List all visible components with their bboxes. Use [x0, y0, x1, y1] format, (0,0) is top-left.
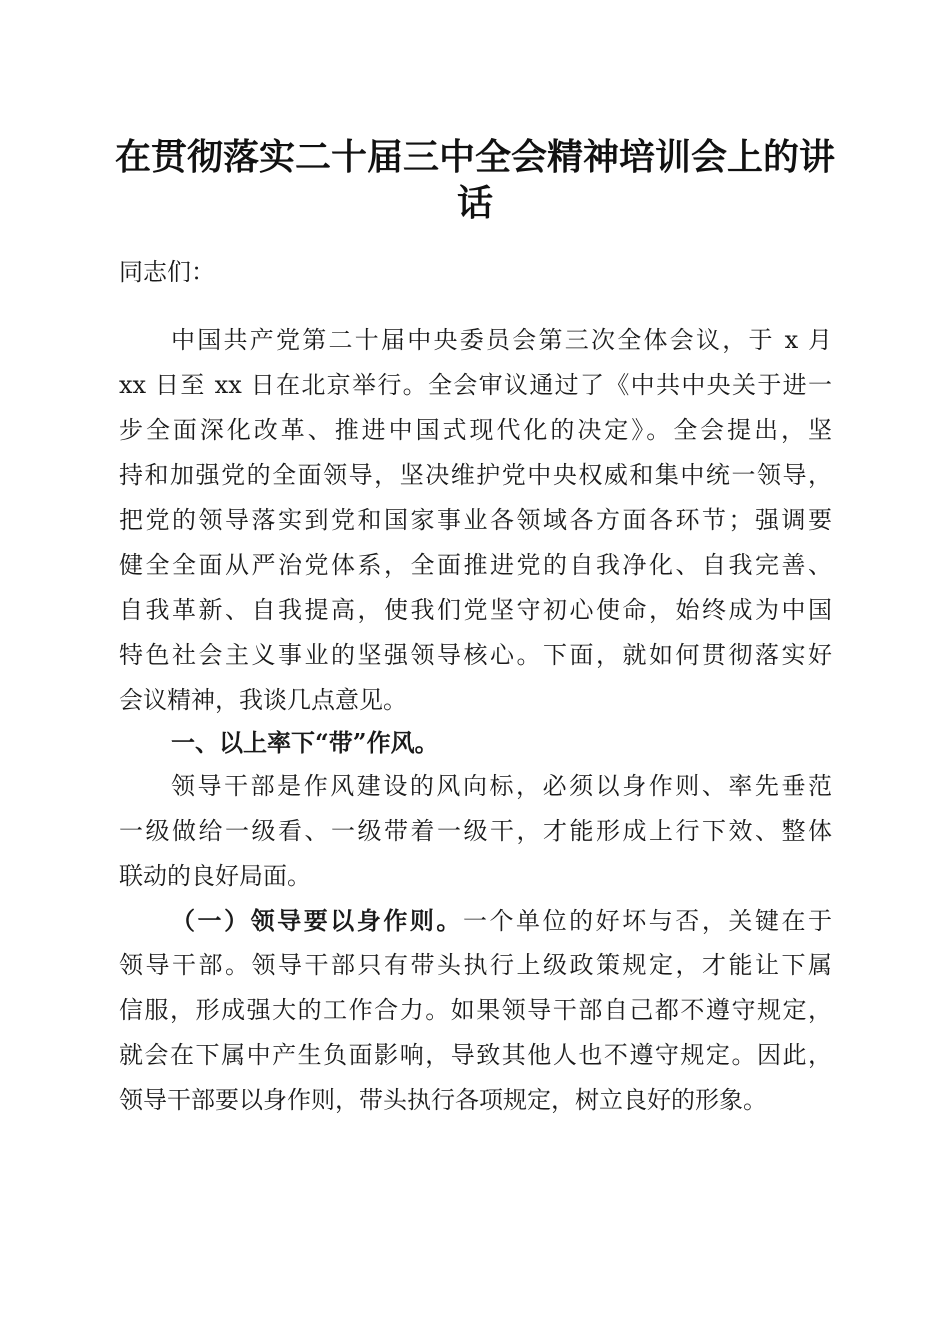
paragraph-line: xx 日至 xx 日在北京举行。全会审议通过了《中共中央关于进一 — [119, 371, 832, 399]
paragraph-line: 领导干部是作风建设的风向标，必须以身作则、率先垂范 — [171, 772, 832, 800]
paragraph-line: 中国共产党第二十届中央委员会第三次全体会议，于 x 月 — [171, 326, 832, 354]
paragraph-line: 联动的良好局面。 — [119, 862, 311, 890]
salutation-text: 同志们： — [119, 258, 215, 286]
paragraph-line: 领导干部要以身作则，带头执行各项规定，树立良好的形象。 — [119, 1086, 767, 1114]
paragraph-line: 信服，形成强大的工作合力。如果领导干部自己都不遵守规定， — [119, 996, 832, 1024]
title-line-1: 在贯彻落实二十届三中全会精神培训会上的讲 — [114, 136, 835, 178]
section-heading-1 — [119, 720, 832, 765]
paragraph-line: 一级做给一级看、一级带着一级干，才能形成上行下效、整体 — [119, 817, 832, 845]
paragraph-line: 把党的领导落实到党和国家事业各领域各方面各环节；强调要 — [119, 506, 832, 534]
paragraph-section-1 — [119, 764, 832, 899]
title-line-2: 话 — [456, 182, 493, 224]
paragraph-first-line — [119, 898, 832, 943]
subsection-heading: （一）领导要以身作则。 — [171, 906, 463, 935]
paragraph-first-line-rest: 一个单位的好坏与否，关键在于 — [462, 907, 833, 935]
paragraph-line: 会议精神，我谈几点意见。 — [119, 686, 407, 714]
paragraph-line: 特色社会主义事业的坚强领导核心。下面，就如何贯彻落实好 — [119, 641, 832, 669]
paragraph-line: 领导干部。领导干部只有带头执行上级政策规定，才能让下属 — [119, 951, 832, 979]
salutation — [119, 250, 832, 295]
section-heading-text: 一、以上率下“带”作风。 — [171, 728, 439, 757]
paragraph-subsection-1 — [119, 898, 832, 1123]
paragraph-line: 自我革新、自我提高，使我们党坚守初心使命，始终成为中国 — [119, 596, 832, 624]
paragraph-line: 持和加强党的全面领导，坚决维护党中央权威和集中统一领导， — [119, 461, 832, 489]
paragraph-line: 健全全面从严治党体系，全面推进党的自我净化、自我完善、 — [119, 551, 832, 579]
paragraph-line: 就会在下属中产生负面影响，导致其他人也不遵守规定。因此， — [119, 1041, 832, 1069]
document-title — [100, 134, 850, 226]
paragraph-line: 步全面深化改革、推进中国式现代化的决定》。全会提出，坚 — [119, 416, 832, 444]
paragraph-intro — [119, 318, 832, 723]
